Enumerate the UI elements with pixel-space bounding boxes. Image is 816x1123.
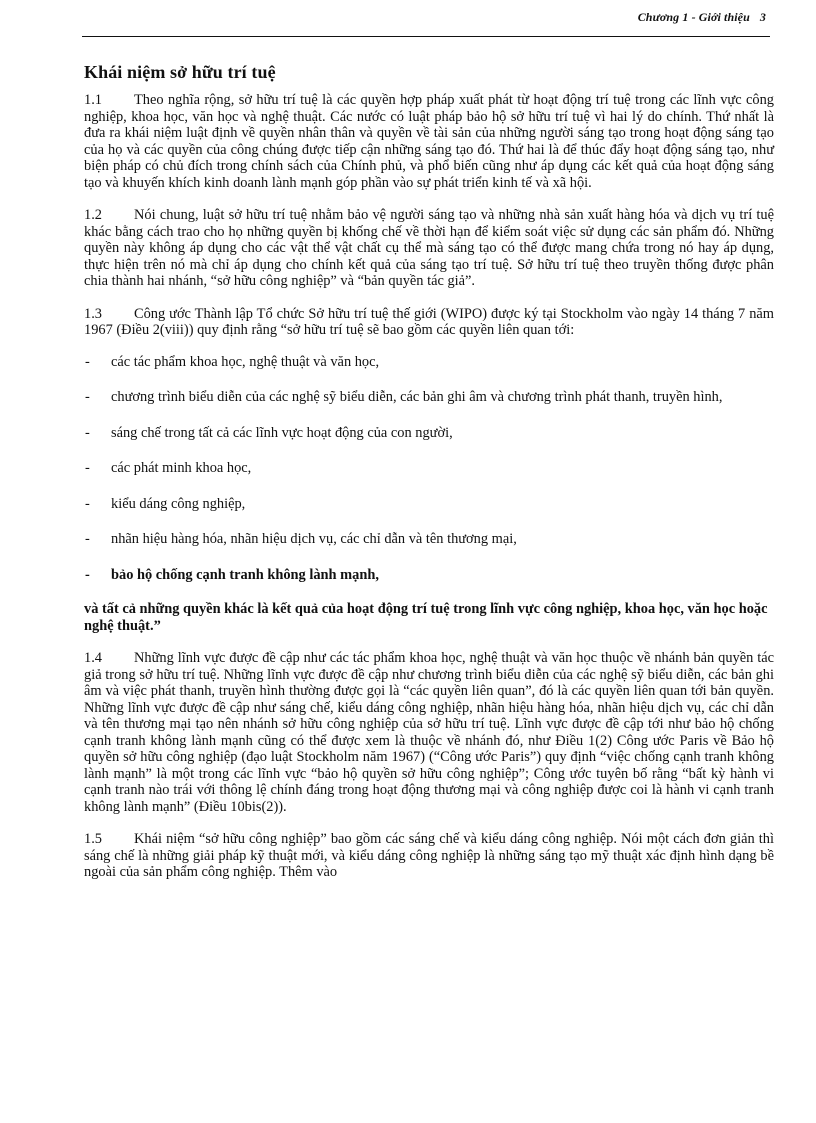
rights-list — [84, 354, 774, 584]
list-dash: - — [85, 389, 90, 405]
list-item-text: chương trình biểu diễn của các nghệ sỹ biểu diễn, các bản ghi âm và chương trình phát thanh, truyền hình, — [111, 389, 723, 405]
list-item — [84, 496, 774, 513]
list-item-text: nhãn hiệu hàng hóa, nhãn hiệu dịch vụ, các chỉ dẫn và tên thương mại, — [111, 531, 517, 547]
paragraph-1-4 — [84, 650, 774, 815]
list-dash: - — [85, 531, 90, 547]
section-title: Khái niệm sở hữu trí tuệ — [84, 62, 276, 82]
paragraph-number: 1.4 — [84, 650, 102, 666]
list-item — [84, 531, 774, 548]
page-content — [84, 62, 774, 881]
list-dash: - — [85, 424, 90, 441]
header-rule — [82, 36, 770, 37]
list-dash: - — [85, 353, 90, 370]
list-item — [84, 354, 774, 371]
list-item-text: các tác phẩm khoa học, nghệ thuật và văn học, — [111, 353, 380, 370]
paragraph-number: 1.1 — [84, 92, 102, 108]
paragraph-1-1 — [84, 92, 774, 191]
paragraph-1-5 — [84, 831, 774, 881]
list-item-text: các phát minh khoa học, — [111, 460, 252, 476]
list-item — [84, 567, 774, 584]
list-item-text: kiểu dáng công nghiệp, — [111, 495, 246, 512]
paragraph-text: Những lĩnh vực được đề cập như các tác phẩm khoa học, nghệ thuật và văn học thuộc về nhánh bản quyền tác giả trong sở hữu trí tuệ. Những lĩnh vực được đề cập như chương trình biểu diễn của các nghệ sỹ biểu diễn, các bản ghi âm và việc phát thanh, truyền hình thường được gọi là “các quyền liên quan”, đó là các quyền liên quan tới bản quyền. Những lĩnh vực được đề cập như sáng chế, kiểu dáng công nghiệp, nhãn hiệu hàng hóa, nhãn hiệu dịch vụ, các chỉ dẫn và tên thương mại tạo nên nhánh sở hữu công nghiệp của sở hữu trí tuệ. Lĩnh vực được đề cập tới như bảo hộ chống cạnh tranh không lành mạnh cũng có thể được xem là thuộc về nhánh đó, như Điều 1(2) Công ước Paris về Bảo hộ quyền sở hữu công nghiệp (đạo luật Stockholm năm 1967) (“Công ước Paris”) quy định “việc chống cạnh tranh không lành mạnh” là một trong các lĩnh vực “bảo hộ quyền sở hữu công nghiệp”; Công ước tuyên bố rằng “bất kỳ hành vi cạnh tranh nào trái với thông lệ chính đáng trong hoạt động thương mại và công nghiệp được coi là hành vi cạnh tranh không lành mạnh” (Điều 10bis(2)). — [84, 650, 774, 815]
paragraph-number: 1.2 — [84, 207, 102, 223]
list-item — [84, 425, 774, 442]
chapter-title: Chương 1 - Giới thiệu — [637, 10, 750, 24]
paragraph-text: Nói chung, luật sở hữu trí tuệ nhằm bảo vệ người sáng tạo và những nhà sản xuất hàng hóa và dịch vụ trí tuệ khác bằng cách trao cho họ những quyền bị khống chế về thời hạn để kiểm soát việc sử dụng các sản phẩm đó. Những quyền này không áp dụng cho các vật thể vật chất cụ thể mà sáng tạo có thể được mang chứa trong nó hay áp dụng, thực hiện trên nó mà chỉ áp dụng cho chính kết quả của sáng tạo trí tuệ. Sở hữu trí tuệ theo truyền thống được phân chia thành hai nhánh, “sở hữu công nghiệp” và “bản quyền tác giả”. — [84, 207, 774, 289]
paragraph-number: 1.3 — [84, 305, 102, 322]
list-dash: - — [85, 495, 90, 512]
list-item-text: bảo hộ chống cạnh tranh không lành mạnh, — [111, 566, 379, 583]
list-item — [84, 460, 774, 477]
list-item-text: sáng chế trong tất cả các lĩnh vực hoạt động của con người, — [111, 424, 453, 441]
paragraph-text: Khái niệm “sở hữu công nghiệp” bao gồm các sáng chế và kiểu dáng công nghiệp. Nói một cách đơn giản thì sáng chế là những giải pháp kỹ thuật mới, và kiểu dáng công nghiệp là những sáng tạo mỹ thuật xác định hình dạng bề ngoài của sản phẩm công nghiệp. Thêm vào — [84, 831, 774, 880]
paragraph-text: Công ước Thành lập Tổ chức Sở hữu trí tuệ thế giới (WIPO) được ký tại Stockholm vào ngày 14 tháng 7 năm 1967 (Điều 2(viii)) quy định rằng “sở hữu trí tuệ sẽ bao gồm các quyền liên quan tới: — [84, 305, 774, 338]
paragraph-1-3 — [84, 306, 774, 339]
closing-quote: và tất cả những quyền khác là kết quả của hoạt động trí tuệ trong lĩnh vực công nghiệp, khoa học, văn học hoặc nghệ thuật.” — [84, 601, 768, 634]
paragraph-1-2 — [84, 207, 774, 290]
running-header — [638, 10, 766, 25]
list-dash: - — [85, 566, 90, 583]
list-item — [84, 389, 774, 406]
paragraph-number: 1.5 — [84, 831, 102, 847]
page-number: 3 — [759, 10, 766, 24]
list-dash: - — [85, 460, 90, 476]
paragraph-text: Theo nghĩa rộng, sở hữu trí tuệ là các quyền hợp pháp xuất phát từ hoạt động trí tuệ trong các lĩnh vực công nghiệp, khoa học, văn học và nghệ thuật. Các nước có luật pháp bảo hộ sở hữu trí tuệ vì hai lý do chính. Thứ nhất là đưa ra khái niệm luật định về quyền nhân thân và quyền về tài sản của những người sáng tạo trong hoạt động sáng tạo của họ và các quyền của công chúng được tiếp cận những sáng tạo đó. Thứ hai là để thúc đẩy hoạt động sáng tạo, như biện pháp có chủ đích trong chính sách của Chính phủ, và phổ biến cũng như áp dụng các kết quả của hoạt động sáng tạo và khuyến khích kinh doanh lành mạnh góp phần vào sự phát triển kinh tế và xã hội. — [84, 92, 774, 191]
